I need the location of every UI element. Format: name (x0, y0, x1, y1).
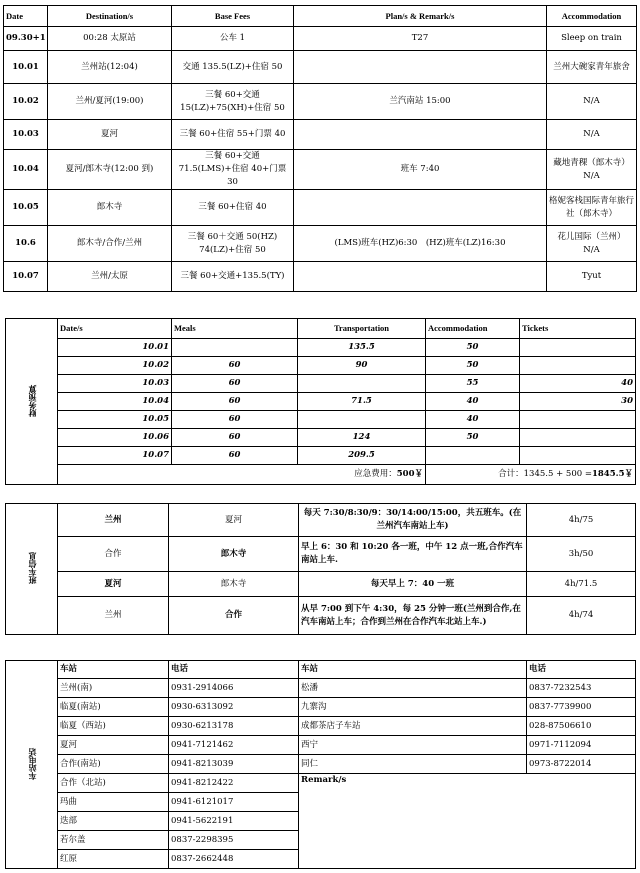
budget-row (6, 411, 636, 429)
phone-row (6, 717, 636, 736)
col-accommodation: Accommodation (426, 319, 520, 339)
schedule-cell: 每天 7:30/8:30/9：30/14:00/15:00，共五班车。(在兰州汽车南站上车) (299, 504, 527, 537)
fees-cell: 三餐 60+交通+135.5(TY) (172, 262, 294, 292)
budget-row (6, 429, 636, 447)
tickets-cell: 40 (520, 375, 636, 393)
itinerary-row (4, 226, 637, 262)
transport-cell (298, 375, 426, 393)
plan-cell (294, 262, 547, 292)
phone-side-label: 车站电话 (6, 661, 58, 869)
col-meals: Meals (172, 319, 298, 339)
phone-row (6, 755, 636, 774)
tickets-cell: 30 (520, 393, 636, 411)
phone-cell: 0930-6313092 (169, 698, 299, 717)
station-cell: 九寨沟 (299, 698, 527, 717)
to-cell: 合作 (169, 597, 299, 635)
bus-info-table (5, 503, 636, 635)
transport-cell: 90 (298, 357, 426, 375)
col-station-left: 车站 (58, 661, 169, 679)
destination-cell: 兰州/夏河(19:00) (48, 84, 172, 120)
emergency-value: 500￥ (396, 469, 423, 479)
col-phone-left: 电话 (169, 661, 299, 679)
date-cell: 10.03 (58, 375, 172, 393)
station-cell: 临夏(南站) (58, 698, 169, 717)
date-cell: 10.07 (58, 447, 172, 465)
tickets-cell (520, 357, 636, 375)
remarks-cell: Remark/s (299, 774, 636, 869)
accommodation-cell: Tyut (547, 262, 637, 292)
bus-row (6, 537, 636, 572)
date-cell: 10.02 (4, 84, 48, 120)
station-cell: 同仁 (299, 755, 527, 774)
emergency-label: 应急费用： (354, 469, 397, 479)
itinerary-row (4, 51, 637, 84)
accommodation-cell: 格妮客栈国际青年旅行社（郎木寺） (547, 190, 637, 226)
accommodation-cell: Sleep on train (547, 27, 637, 51)
itinerary-row (4, 150, 637, 190)
acc-cell: 50 (426, 429, 520, 447)
phone-cell: 0930-6213178 (169, 717, 299, 736)
date-cell: 10.05 (58, 411, 172, 429)
phone-cell: 0931-2914066 (169, 679, 299, 698)
bus-row (6, 597, 636, 635)
budget-row (6, 375, 636, 393)
transport-cell: 71.5 (298, 393, 426, 411)
transport-cell: 135.5 (298, 339, 426, 357)
station-cell: 红原 (58, 850, 169, 869)
col-accommodation: Accommodation (547, 6, 637, 27)
plan-cell (294, 190, 547, 226)
station-cell: 西宁 (299, 736, 527, 755)
itinerary-row (4, 84, 637, 120)
plan-cell (294, 51, 547, 84)
plan-cell: 班车 7:40 (294, 150, 547, 190)
meals-cell: 60 (172, 429, 298, 447)
phone-cell: 0837-7232543 (527, 679, 636, 698)
date-cell: 10.03 (4, 120, 48, 150)
itinerary-row (4, 120, 637, 150)
meals-cell: 60 (172, 447, 298, 465)
to-cell: 郎木寺 (169, 537, 299, 572)
meals-cell: 60 (172, 375, 298, 393)
date-cell: 10.04 (4, 150, 48, 190)
date-cell: 10.02 (58, 357, 172, 375)
station-cell: 临夏（西站) (58, 717, 169, 736)
transport-cell: 124 (298, 429, 426, 447)
itinerary-table (3, 5, 637, 292)
date-cell: 10.07 (4, 262, 48, 292)
station-cell: 松潘 (299, 679, 527, 698)
destination-cell: 兰州站(12:04) (48, 51, 172, 84)
fees-cell: 公车 1 (172, 27, 294, 51)
col-plans: Plan/s & Remark/s (294, 6, 547, 27)
acc-cell: 55 (426, 375, 520, 393)
budget-row (6, 447, 636, 465)
meals-cell: 60 (172, 357, 298, 375)
destination-cell: 夏河 (48, 120, 172, 150)
acc-cell: 50 (426, 357, 520, 375)
phone-cell: 0837-2298395 (169, 831, 299, 850)
duration-price-cell: 4h/74 (527, 597, 636, 635)
col-base-fees: Base Fees (172, 6, 294, 27)
budget-totals-row (6, 465, 636, 485)
destination-cell: 兰州/太原 (48, 262, 172, 292)
phone-cell: 0837-7739900 (527, 698, 636, 717)
accommodation-cell: 兰州大碗家青年旅舍 (547, 51, 637, 84)
phone-cell: 0941-8212422 (169, 774, 299, 793)
tickets-cell (520, 447, 636, 465)
phone-row (6, 774, 636, 793)
phone-cell: 0973-8722014 (527, 755, 636, 774)
destination-cell: 夏河/郎木寺(12:00 到) (48, 150, 172, 190)
phone-cell: 0837-2662448 (169, 850, 299, 869)
transport-cell: 209.5 (298, 447, 426, 465)
station-cell: 迭部 (58, 812, 169, 831)
tickets-cell (520, 411, 636, 429)
station-cell: 若尔盖 (58, 831, 169, 850)
col-date: Date (4, 6, 48, 27)
destination-cell: 郎木寺/合作/兰州 (48, 226, 172, 262)
fees-cell: 三餐 60+住宿 40 (172, 190, 294, 226)
from-cell: 夏河 (58, 572, 169, 597)
date-cell: 10.04 (58, 393, 172, 411)
date-cell: 10.05 (4, 190, 48, 226)
to-cell: 夏河 (169, 504, 299, 537)
duration-price-cell: 3h/50 (527, 537, 636, 572)
station-cell: 合作(南站) (58, 755, 169, 774)
transport-cell (298, 411, 426, 429)
plan-cell: 兰汽南站 15:00 (294, 84, 547, 120)
col-tickets: Tickets (520, 319, 636, 339)
budget-row (6, 357, 636, 375)
duration-price-cell: 4h/71.5 (527, 572, 636, 597)
itinerary-row (4, 27, 637, 51)
schedule-cell: 早上 6：30 和 10:20 各一班，中午 12 点一班,合作汽车南站上车. (299, 537, 527, 572)
phone-header-row (6, 661, 636, 679)
accommodation-cell: N/A (547, 84, 637, 120)
col-phone-right: 电话 (527, 661, 636, 679)
station-cell: 成都茶店子车站 (299, 717, 527, 736)
bus-row (6, 572, 636, 597)
fees-cell: 三餐 60+交通 71.5(LMS)+住宿 40+门票 30 (172, 150, 294, 190)
acc-cell (426, 447, 520, 465)
itinerary-row (4, 190, 637, 226)
fees-cell: 三餐 60＋交通 50(HZ) 74(LZ)+住宿 50 (172, 226, 294, 262)
plan-cell: T27 (294, 27, 547, 51)
itinerary-row (4, 262, 637, 292)
phone-cell: 0971-7112094 (527, 736, 636, 755)
from-cell: 合作 (58, 537, 169, 572)
plan-cell (294, 120, 547, 150)
tickets-cell (520, 339, 636, 357)
col-destination: Destination/s (48, 6, 172, 27)
schedule-cell: 从早 7:00 到下午 4:30，每 25 分钟一班(兰州到合作,在汽车南站上车；合作到兰州在合作汽车北站上车.) (299, 597, 527, 635)
meals-cell: 60 (172, 411, 298, 429)
phone-cell: 028-87506610 (527, 717, 636, 736)
budget-row (6, 393, 636, 411)
phone-cell: 0941-7121462 (169, 736, 299, 755)
accommodation-cell: 花儿国际（兰州） N/A (547, 226, 637, 262)
total-value: 1845.5￥ (591, 469, 633, 479)
meals-cell: 60 (172, 393, 298, 411)
from-cell: 兰州 (58, 504, 169, 537)
itinerary-header-row (4, 6, 637, 27)
bus-side-label: 班车信息 (6, 504, 58, 635)
phone-row (6, 679, 636, 698)
destination-cell: 00:28 太原站 (48, 27, 172, 51)
station-cell: 玛曲 (58, 793, 169, 812)
station-cell: 夏河 (58, 736, 169, 755)
phone-cell: 0941-8213039 (169, 755, 299, 774)
station-cell: 兰州(南) (58, 679, 169, 698)
bus-row (6, 504, 636, 537)
date-cell: 10.01 (4, 51, 48, 84)
grand-total (426, 465, 636, 485)
budget-header-row (6, 319, 636, 339)
to-cell: 郎木寺 (169, 572, 299, 597)
col-transportation: Transportation (298, 319, 426, 339)
phone-row (6, 698, 636, 717)
col-station-right: 车站 (299, 661, 527, 679)
phone-cell: 0941-6121017 (169, 793, 299, 812)
destination-cell: 郎木寺 (48, 190, 172, 226)
fees-cell: 三餐 60+住宿 55+门票 40 (172, 120, 294, 150)
tickets-cell (520, 429, 636, 447)
fees-cell: 交通 135.5(LZ)+住宿 50 (172, 51, 294, 84)
plan-cell: (LMS)班车(HZ)6:30 (HZ)班车(LZ)16:30 (294, 226, 547, 262)
phone-cell: 0941-5622191 (169, 812, 299, 831)
budget-row (6, 339, 636, 357)
date-cell: 09.30+1 (4, 27, 48, 51)
accommodation-cell: N/A (547, 120, 637, 150)
col-dates: Date/s (58, 319, 172, 339)
date-cell: 10.6 (4, 226, 48, 262)
duration-price-cell: 4h/75 (527, 504, 636, 537)
fees-cell: 三餐 60+交通 15(LZ)+75(XH)+住宿 50 (172, 84, 294, 120)
budget-table (5, 318, 636, 485)
date-cell: 10.06 (58, 429, 172, 447)
phone-row (6, 736, 636, 755)
acc-cell: 40 (426, 411, 520, 429)
acc-cell: 40 (426, 393, 520, 411)
budget-side-label: 财务预算 (6, 319, 58, 485)
station-phone-table (5, 660, 636, 869)
from-cell: 兰州 (58, 597, 169, 635)
meals-cell (172, 339, 298, 357)
total-label: 合计：1345.5 + 500 = (498, 469, 592, 479)
emergency-fee (58, 465, 426, 485)
station-cell: 合作（北站) (58, 774, 169, 793)
date-cell: 10.01 (58, 339, 172, 357)
schedule-cell: 每天早上 7：40 一班 (299, 572, 527, 597)
acc-cell: 50 (426, 339, 520, 357)
accommodation-cell: 藏地青稞（郎木寺） N/A (547, 150, 637, 190)
